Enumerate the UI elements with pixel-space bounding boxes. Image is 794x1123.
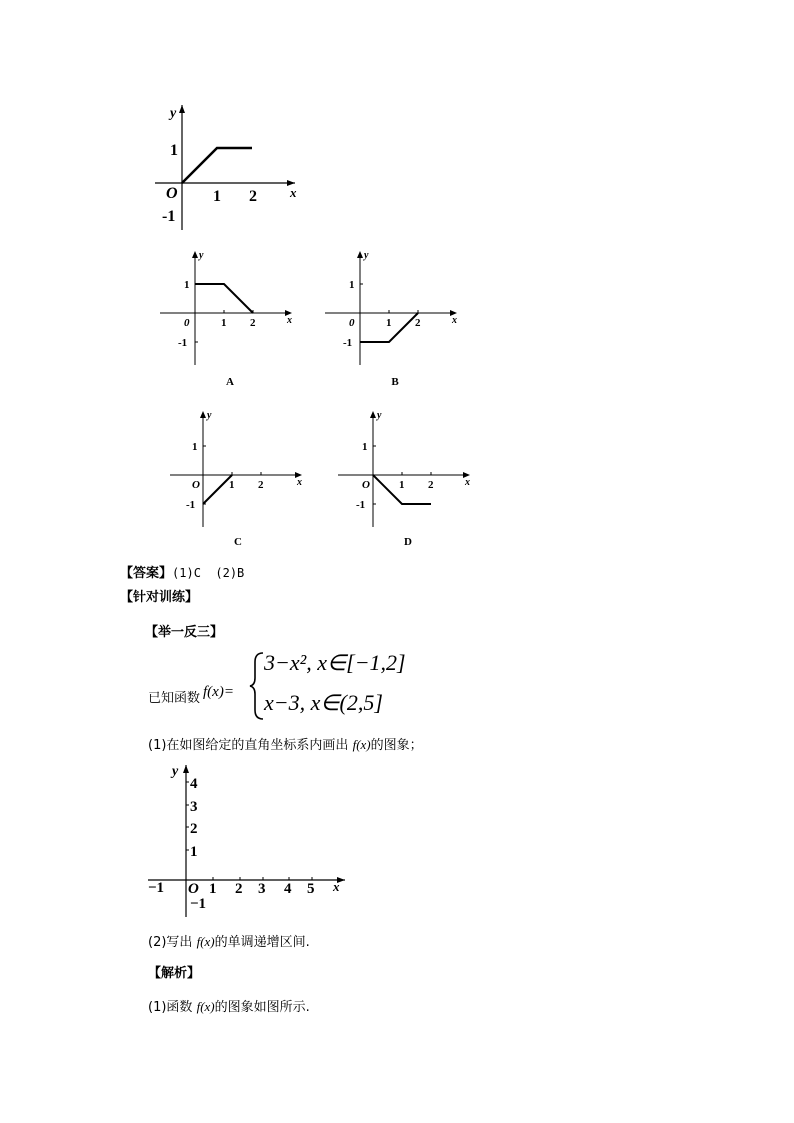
y-axis-arrow	[357, 251, 363, 258]
answer-line	[120, 562, 244, 581]
top-graph-y-arrow	[179, 105, 185, 113]
answer-text: (1)C (2)B	[172, 566, 245, 580]
origin-label: 0	[349, 317, 355, 329]
option-letter: B	[391, 376, 399, 388]
blank-graph-axes	[148, 765, 345, 917]
analysis-1-text-b: 的图象如图所示.	[214, 1000, 310, 1015]
analysis-1-text-a: 函数	[166, 1000, 193, 1015]
y-axis-label: y	[377, 410, 382, 421]
top-graph-tick-y1: 1	[170, 142, 178, 159]
blank-graph-tick-y4: 4	[190, 776, 198, 792]
question-1-func: f(x)	[352, 737, 371, 752]
blank-graph-origin: O	[188, 881, 199, 897]
blank-graph-y-arrow	[183, 765, 189, 773]
question-1-text-a: 在如图给定的直角坐标系内画出	[166, 738, 349, 753]
top-graph	[150, 95, 310, 235]
analysis-1-func: f(x)	[196, 999, 215, 1014]
x-axis-label: x	[297, 477, 302, 488]
blank-graph-tick-x4: 4	[284, 881, 292, 897]
x-tick-label-1: 1	[399, 479, 405, 491]
x-axis-label: x	[452, 315, 457, 326]
y-tick-label-m1: -1	[356, 499, 366, 511]
analysis-1-num: (1)	[148, 1000, 167, 1015]
y-tick-label-m1: -1	[178, 337, 188, 349]
option-graph-b	[323, 245, 468, 390]
blank-graph	[145, 760, 355, 920]
question-1	[148, 734, 423, 753]
origin-label: O	[192, 479, 200, 491]
section-title: 【针对训练】	[120, 590, 199, 605]
blank-graph-tick-y1: 1	[190, 844, 198, 860]
blank-graph-tick-x3: 3	[258, 881, 266, 897]
question-2	[148, 931, 310, 950]
question-2-text-b: 的单调递增区间.	[214, 935, 310, 950]
option-curve	[203, 475, 232, 504]
option-letter: C	[234, 536, 242, 548]
y-tick-label-1: 1	[349, 279, 355, 291]
x-axis-label: x	[287, 315, 292, 326]
blank-graph-tick-x5: 5	[307, 881, 315, 897]
y-axis-label: y	[364, 250, 369, 261]
y-tick-label-m1: -1	[186, 499, 196, 511]
blank-graph-tick-x2: 2	[235, 881, 243, 897]
y-tick-label-1: 1	[192, 441, 198, 453]
blank-graph-tick-ym1: −1	[190, 896, 207, 912]
practice-title: 【举一反三】	[145, 625, 224, 640]
x-tick-label-2: 2	[428, 479, 434, 491]
x-tick-label-1: 1	[386, 317, 392, 329]
y-tick-label-1: 1	[184, 279, 190, 291]
answer-label: 【答案】	[120, 566, 173, 581]
y-tick-label-1: 1	[362, 441, 368, 453]
question-2-func: f(x)	[196, 934, 215, 949]
y-tick-label-m1: -1	[343, 337, 353, 349]
analysis-title: 【解析】	[148, 966, 201, 981]
y-axis-label: y	[199, 250, 204, 261]
top-graph-tick-ym1: -1	[162, 208, 176, 225]
option-graph-c	[168, 405, 313, 550]
top-graph-tick-x2: 2	[249, 188, 257, 205]
question-1-text-b: 的图象；	[370, 738, 423, 753]
y-axis-arrow	[370, 411, 376, 418]
blank-graph-tick-x1: 1	[209, 881, 217, 897]
top-graph-curve	[182, 148, 252, 183]
x-tick-label-1: 1	[221, 317, 227, 329]
question-2-num: (2)	[148, 935, 167, 950]
question-2-text-a: 写出	[166, 935, 193, 950]
piecewise-case-1: 3−x², x∈[−1,2]	[264, 650, 406, 675]
option-letter: A	[226, 376, 234, 388]
blank-graph-x-label: x	[333, 879, 340, 894]
blank-graph-ticks	[186, 782, 312, 880]
top-graph-y-label: y	[170, 106, 177, 121]
x-axis-label: x	[465, 477, 470, 488]
problem-prefix: 已知函数	[148, 691, 201, 706]
blank-graph-tick-xm1: −1	[148, 880, 165, 896]
piecewise-case-2: x−3, x∈(2,5]	[264, 690, 383, 715]
y-axis-arrow	[192, 251, 198, 258]
top-graph-tick-x1: 1	[213, 188, 221, 205]
option-graph-d	[336, 405, 481, 550]
x-tick-label-2: 2	[258, 479, 264, 491]
origin-label: 0	[184, 317, 190, 329]
blank-graph-tick-y3: 3	[190, 799, 198, 815]
y-axis-arrow	[200, 411, 206, 418]
top-graph-origin: O	[166, 185, 178, 202]
x-tick-label-1: 1	[229, 479, 235, 491]
top-graph-x-label: x	[290, 185, 297, 200]
analysis-1	[148, 996, 310, 1015]
option-letter: D	[404, 536, 412, 548]
option-graph-a	[158, 245, 303, 390]
x-tick-label-2: 2	[250, 317, 256, 329]
blank-graph-y-label: y	[172, 764, 179, 779]
y-axis-label: y	[207, 410, 212, 421]
option-curve	[195, 284, 253, 313]
blank-graph-tick-y2: 2	[190, 821, 198, 837]
origin-label: O	[362, 479, 370, 491]
x-tick-label-2: 2	[415, 317, 421, 329]
problem-func: f(x)=	[203, 684, 234, 700]
question-1-num: (1)	[148, 738, 167, 753]
top-graph-axes	[155, 105, 295, 230]
